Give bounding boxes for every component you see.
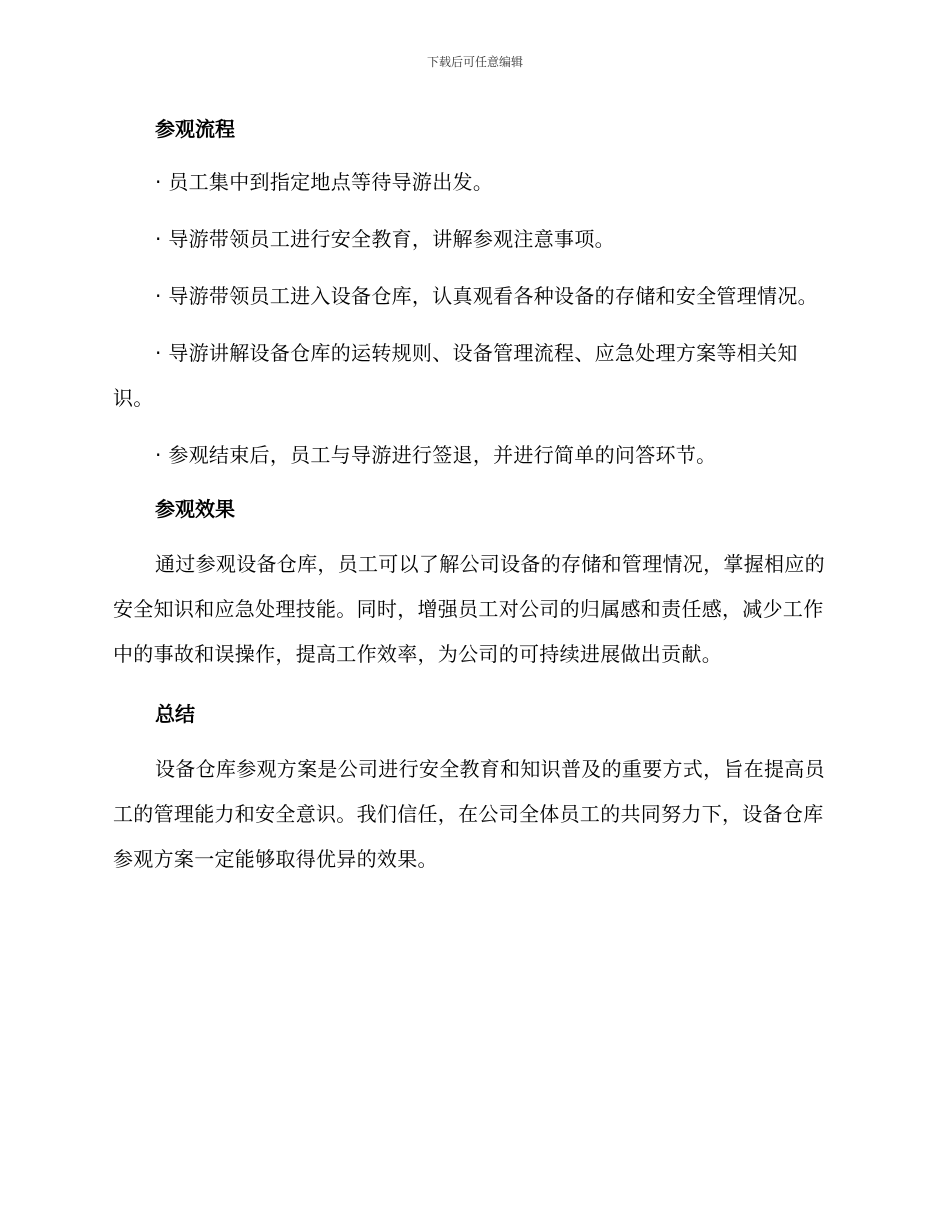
process-step-4: · 导游讲解设备仓库的运转规则、设备管理流程、应急处理方案等相关知识。 bbox=[113, 341, 798, 410]
process-step-2: · 导游带领员工进行安全教育，讲解参观注意事项。 bbox=[155, 227, 615, 251]
document-body bbox=[113, 110, 833, 882]
section-heading-effect: 参观效果 bbox=[155, 497, 235, 521]
summary-paragraph: 设备仓库参观方案是公司进行安全教育和知识普及的重要方式，旨在提高员工的管理能力和安全意识。我们信任，在公司全体员工的共同努力下，设备仓库参观方案一定能够取得优异的效果。 bbox=[113, 757, 825, 871]
section-heading-process: 参观流程 bbox=[155, 117, 235, 141]
process-step-3: · 导游带领员工进入设备仓库，认真观看各种设备的存储和安全管理情况。 bbox=[155, 284, 818, 308]
process-step-1: · 员工集中到指定地点等待导游出发。 bbox=[155, 170, 494, 194]
process-step-5: · 参观结束后，员工与导游进行签退，并进行简单的问答环节。 bbox=[155, 443, 717, 467]
header-note: 下载后可任意编辑 bbox=[426, 55, 523, 69]
effect-paragraph: 通过参观设备仓库，员工可以了解公司设备的存储和管理情况，掌握相应的安全知识和应急处理技能。同时，增强员工对公司的归属感和责任感，减少工作中的事故和误操作，提高工作效率，为公司的可持续进展做出贡献。 bbox=[113, 552, 825, 666]
section-heading-summary: 总结 bbox=[155, 702, 195, 726]
